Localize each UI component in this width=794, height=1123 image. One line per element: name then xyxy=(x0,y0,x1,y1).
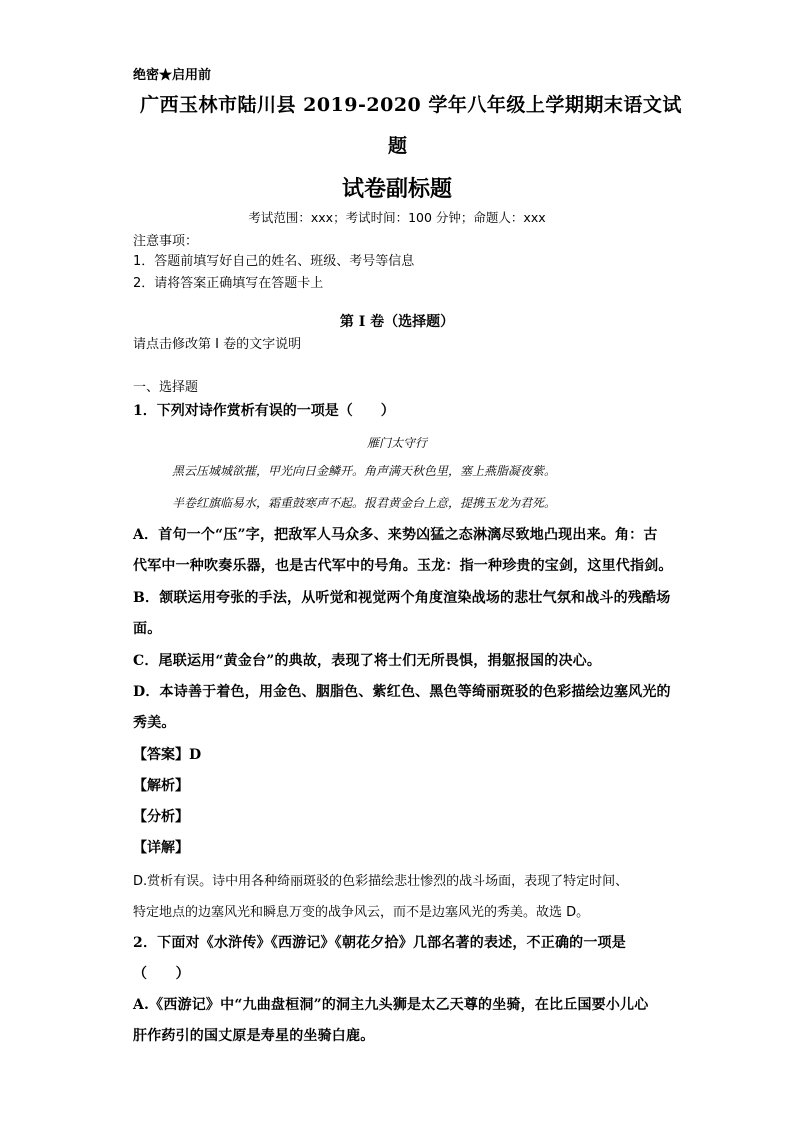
exam-subtitle: 试卷副标题 xyxy=(341,176,452,202)
q1-option-a-line1: A．首句一个“压”字，把敌军人马众多、来势凶猛之态淋漓尽致地凸现出来。角：古 xyxy=(133,527,658,543)
q2-option-a-line2: 肝作药引的国丈原是寿星的坐骑白鹿。 xyxy=(133,1028,375,1044)
question-2-paren: （ ） xyxy=(133,966,190,982)
poem-line-1: 黑云压城城欲摧，甲光向日金鳞开。角声满天秋色里，塞上燕脂凝夜紫。 xyxy=(172,464,557,478)
q1-option-b-line1: B．颔联运用夸张的手法，从听觉和视觉两个角度渲染战场的悲壮气氛和战斗的残酷场 xyxy=(133,590,671,606)
q1-option-b-line2: 面。 xyxy=(133,621,162,637)
section-description: 请点击修改第 I 卷的文字说明 xyxy=(133,337,302,352)
notes-heading: 注意事项： xyxy=(133,234,199,249)
part-heading: 一、选择题 xyxy=(133,380,199,395)
exam-meta: 考试范围：xxx；考试时间：100 分钟；命题人：xxx xyxy=(248,210,546,225)
section-title: 第 I 卷（选择题） xyxy=(339,314,455,330)
q1-analysis-tag: 【解析】 xyxy=(133,778,189,794)
q1-xiangjie-tag: 【详解】 xyxy=(133,840,189,856)
q1-option-c: C．尾联运用“黄金台”的典故，表现了将士们无所畏惧，捐躯报国的决心。 xyxy=(133,653,602,669)
secret-label: 绝密★启用前 xyxy=(133,68,212,83)
q1-answer: 【答案】D xyxy=(133,747,202,763)
q1-option-a-line2: 代军中一种吹奏乐器，也是古代军中的号角。玉龙：指一种珍贵的宝剑，这里代指剑。 xyxy=(133,558,673,574)
q1-fenxi-tag: 【分析】 xyxy=(133,809,189,825)
q1-option-d-line1: D．本诗善于着色，用金色、胭脂色、紫红色、黑色等绮丽斑驳的色彩描绘边塞风光的 xyxy=(133,684,671,700)
question-2-stem: 2．下面对《水浒传》《西游记》《朝花夕拾》几部名著的表述，不正确的一项是 xyxy=(133,935,626,951)
q1-option-d-line2: 秀美。 xyxy=(133,715,176,731)
q1-detail-line1: D.赏析有误。诗中用各种绮丽斑驳的色彩描绘悲壮惨烈的战斗场面，表现了特定时间、 xyxy=(133,874,629,889)
poem-title: 雁门太守行 xyxy=(366,436,427,450)
notes-item-2: 2．请将答案正确填写在答题卡上 xyxy=(133,276,324,291)
poem-line-2: 半卷红旗临易水，霜重鼓寒声不起。报君黄金台上意，提携玉龙为君死。 xyxy=(172,496,557,510)
question-1-stem: 1．下列对诗作赏析有误的一项是（ ） xyxy=(133,403,395,419)
q1-detail-line2: 特定地点的边塞风光和瞬息万变的战争风云，而不是边塞风光的秀美。故选 D。 xyxy=(133,905,590,920)
exam-title-line1: 广西玉林市陆川县 2019-2020 学年八年级上学期期末语文试 xyxy=(140,94,682,116)
notes-item-1: 1．答题前填写好自己的姓名、班级、考号等信息 xyxy=(133,254,415,269)
exam-title-line2: 题 xyxy=(388,135,408,157)
q2-option-a-line1: A.《西游记》中“九曲盘桓洞”的洞主九头狮是太乙天尊的坐骑，在比丘国要小儿心 xyxy=(133,997,649,1013)
